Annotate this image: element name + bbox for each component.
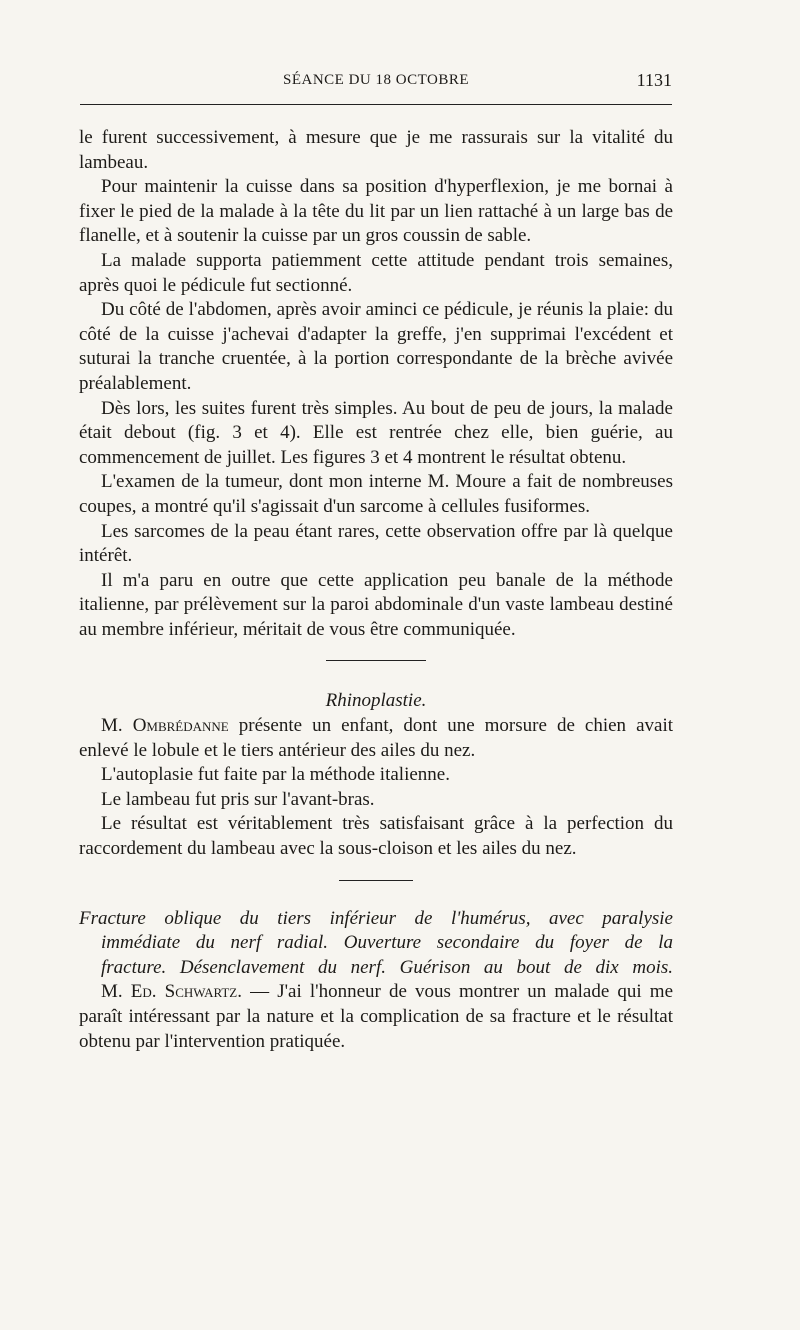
running-head — [80, 70, 672, 100]
paragraph: Le lambeau fut pris sur l'avant-bras. — [101, 788, 375, 810]
page-number: 1131 — [636, 70, 672, 90]
section-separator — [326, 660, 426, 661]
paragraph: Du côté de l'abdomen, après avoir aminci ce pédicule, je réunis la plaie: du côté de la cuisse j'achevai d'adapter la greffe, j'en supprimai l'excédent et suturai la tranche cruentée, à la portion correspondante de la brèche avivée préalablement. — [79, 299, 673, 394]
paragraph — [79, 714, 673, 763]
speaker-name: Ombrédanne — [132, 715, 229, 737]
paragraph: Dès lors, les suites furent très simples. Au bout de peu de jours, la malade était debout (fig. 3 et 4). Elle est rentrée chez elle, bien guérie, au commencement de juillet. Les figures 3 et 4 montrent le résultat obtenu. — [79, 397, 673, 468]
paragraph: L'autoplasie fut faite par la méthode italienne. — [101, 764, 450, 786]
section-title-fracture — [79, 907, 673, 981]
speaker-prefix: M. — [101, 715, 133, 737]
paragraph — [79, 980, 673, 1054]
paragraph: L'examen de la tumeur, dont mon interne M. Moure a fait de nombreuses coupes, a montré qu'il s'agissait d'un sarcome à cellules fusiformes. — [79, 471, 673, 517]
running-title: SÉANCE DU 18 OCTOBRE — [283, 72, 469, 88]
section-separator — [339, 880, 413, 881]
speaker-prefix: M. — [101, 981, 131, 1003]
section-title-line: fracture. Désenclavement du nerf. Guérison au bout de dix mois. — [101, 956, 673, 978]
paragraph: le furent successivement, à mesure que je me rassurais sur la vitalité du lambeau. — [79, 127, 673, 173]
body-text — [79, 126, 673, 1054]
section-title-line: Fracture oblique du tiers inférieur de l'humérus, avec paralysie — [79, 907, 673, 929]
paragraph: Il m'a paru en outre que cette application peu banale de la méthode italienne, par prélèvement sur la paroi abdominale d'un vaste lambeau destiné au membre inférieur, méritait de vous être communiquée. — [79, 569, 673, 640]
section-title-rhinoplastie: Rhinoplastie. — [325, 690, 427, 712]
paragraph: Le résultat est véritablement très satisfaisant grâce à la perfection du raccordement du lambeau avec la sous-cloison et les ailes du nez. — [79, 813, 673, 860]
paragraph: La malade supporta patiemment cette attitude pendant trois semaines, après quoi le pédicule fut sectionné. — [79, 249, 673, 296]
section-title-line: immédiate du nerf radial. Ouverture secondaire du foyer de la — [101, 932, 673, 954]
speaker-name: Ed. Schwartz — [130, 981, 238, 1003]
paragraph-text: . — J'ai l'honneur de vous montrer un malade qui me paraît intéressant par la nature et la complication de sa fracture et le résultat obtenu par l'intervention pratiquée. — [79, 981, 673, 1052]
paragraph: Pour maintenir la cuisse dans sa position d'hyperflexion, je me bornai à fixer le pied de la malade à la tête du lit par un lien rattaché à un large bas de flanelle, et à soutenir la cuisse par un gros coussin de sable. — [79, 176, 673, 247]
header-rule — [80, 104, 672, 105]
paragraph: Les sarcomes de la peau étant rares, cette observation offre par là quelque intérêt. — [79, 520, 673, 567]
paragraph-text: présente un enfant, dont une morsure de chien avait enlevé le lobule et le tiers antérieur des ailes du nez. — [79, 715, 673, 761]
